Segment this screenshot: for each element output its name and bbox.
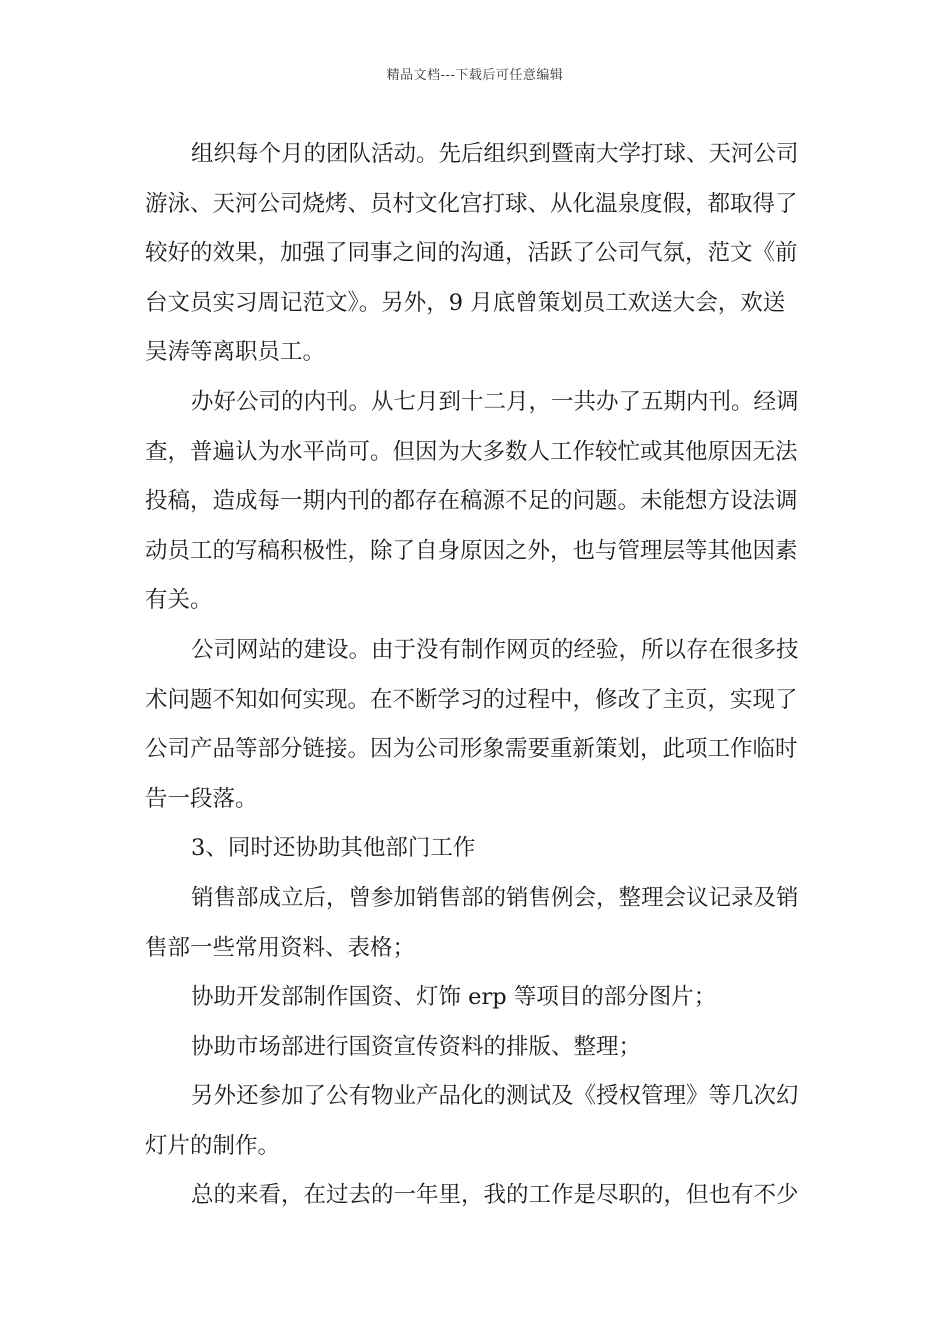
text-line: 灯片的制作。 xyxy=(145,1132,281,1159)
paragraph xyxy=(145,626,810,824)
text-line: 公司网站的建设。由于没有制作网页的经验，所以存在很多技 xyxy=(191,636,799,663)
text-line: 游泳、天河公司烧烤、员村文化宫打球、从化温泉度假，都取得了 xyxy=(145,190,798,217)
text-line: 协助开发部制作国资、灯饰 erp 等项目的部分图片； xyxy=(191,984,717,1011)
page-header: 精品文档---下载后可任意编辑 xyxy=(386,68,564,83)
text-line: 术问题不知如何实现。在不断学习的过程中，修改了主页，实现了 xyxy=(145,686,798,713)
text-line: 较好的效果，加强了同事之间的沟通，活跃了公司气氛，范文《前 xyxy=(145,240,798,267)
text-line: 另外还参加了公有物业产品化的测试及《授权管理》等几次幻 xyxy=(191,1083,799,1110)
text-line: 告一段落。 xyxy=(145,785,258,812)
text-line: 查，普遍认为水平尚可。但因为大多数人工作较忙或其他原因无法 xyxy=(145,438,798,465)
text-line: 售部一些常用资料、表格； xyxy=(145,934,416,961)
text-line: 组织每个月的团队活动。先后组织到暨南大学打球、天河公司 xyxy=(191,141,799,167)
paragraph xyxy=(145,130,810,378)
text-line: 吴涛等离职员工。 xyxy=(145,339,326,366)
paragraph xyxy=(145,973,810,1023)
paragraph xyxy=(145,1171,810,1221)
text-line: 协助市场部进行国资宣传资料的排版、整理； xyxy=(191,1033,642,1060)
text-line: 3、同时还协助其他部门工作 xyxy=(191,835,476,862)
text-line: 办好公司的内刊。从七月到十二月，一共办了五期内刊。经调 xyxy=(191,388,799,415)
text-line: 台文员实习周记范文》。另外，9 月底曾策划员工欢送大会，欢送 xyxy=(145,289,786,316)
text-line: 总的来看，在过去的一年里，我的工作是尽职的，但也有不少 xyxy=(191,1182,799,1209)
document-body xyxy=(145,130,810,1221)
paragraph xyxy=(145,874,810,973)
paragraph xyxy=(145,1023,810,1073)
text-line: 销售部成立后，曾参加销售部的销售例会，整理会议记录及销 xyxy=(191,884,799,911)
text-line: 公司产品等部分链接。因为公司形象需要重新策划，此项工作临时 xyxy=(145,736,798,763)
section-heading xyxy=(145,824,810,874)
text-line: 投稿，造成每一期内刊的都存在稿源不足的问题。未能想方设法调 xyxy=(145,488,798,515)
paragraph xyxy=(145,378,810,626)
paragraph xyxy=(145,1072,810,1171)
text-line: 动员工的写稿积极性，除了自身原因之外，也与管理层等其他因素 xyxy=(145,537,798,564)
text-line: 有关。 xyxy=(145,587,213,614)
